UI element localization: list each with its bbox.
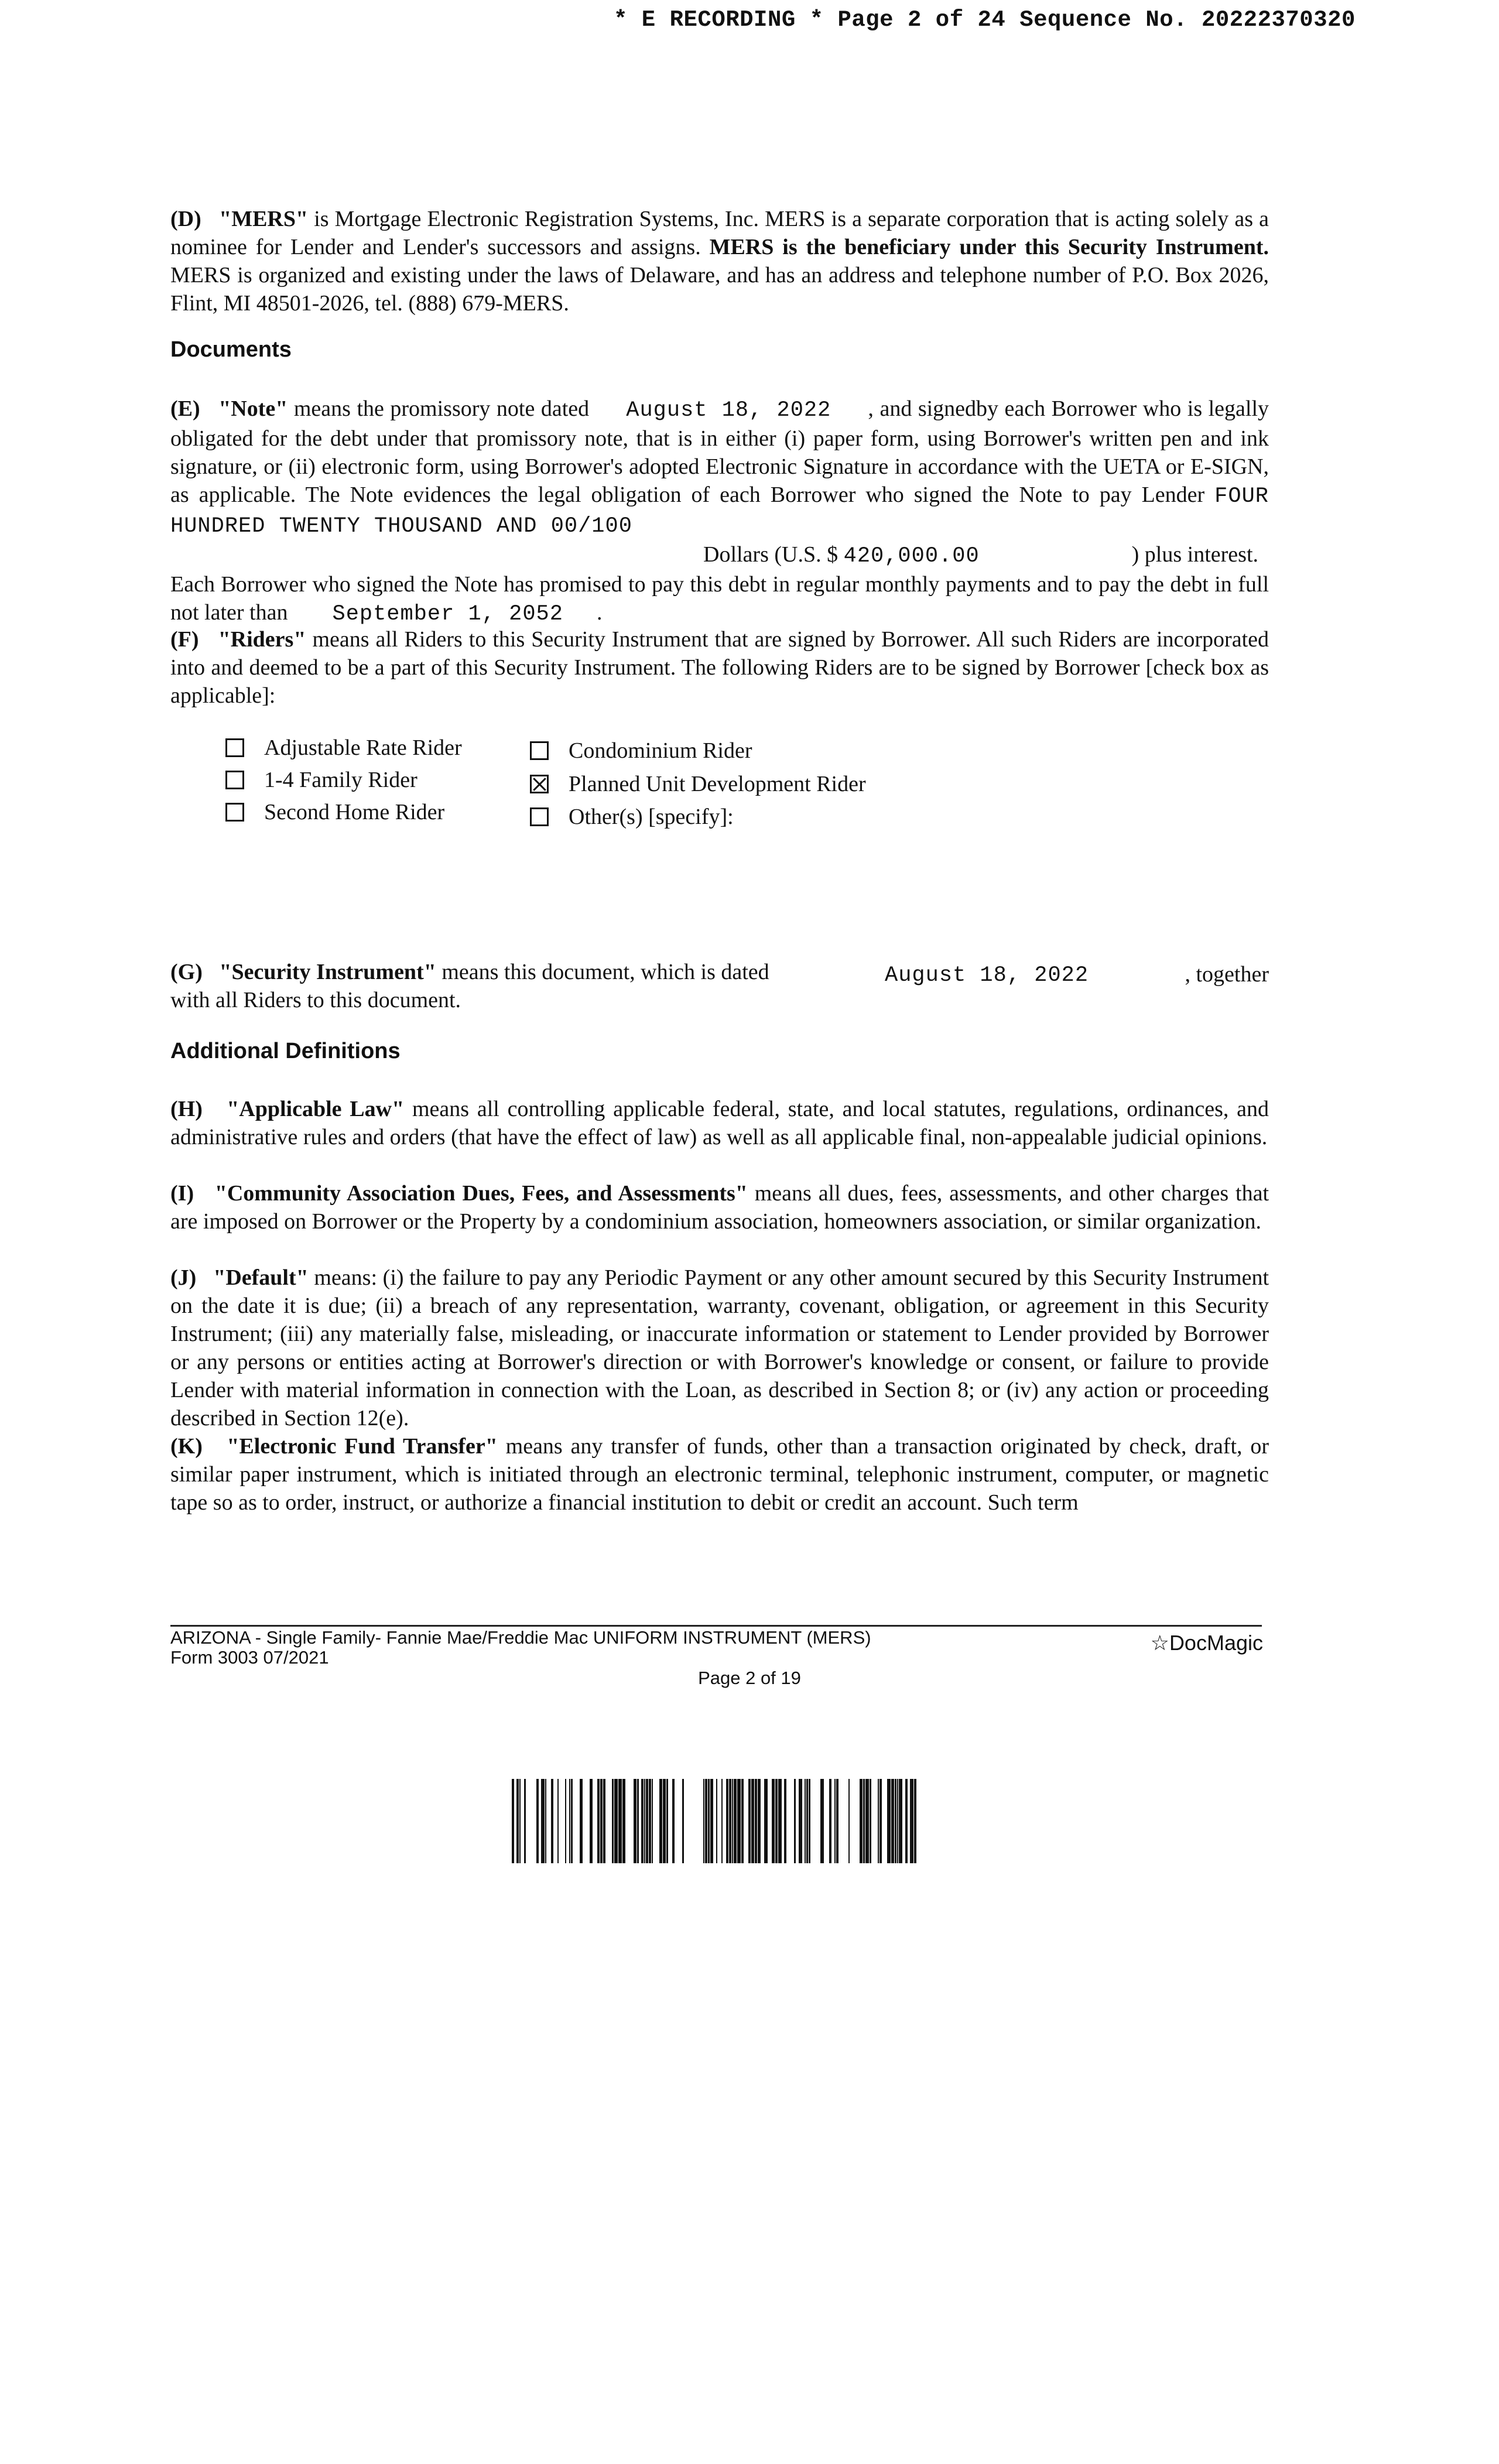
security-instrument-date: August 18, 2022 [885,963,1089,988]
star-icon: ☆ [1150,1631,1169,1655]
checkbox-unchecked-icon [530,741,549,760]
docmagic-brand: DocMagic [1169,1631,1263,1655]
rider-adjustable-rate [225,732,462,764]
definition-text: Each Borrower who signed the Note has promised to pay this debt in regular monthly payments and to pay the debt in full not later than [170,572,1269,625]
definition-f [170,625,1269,710]
definition-text: means all Riders to this Security Instrument that are signed by Borrower. All such Riders are incorporated into and deemed to be a part of this Security Instrument. The following Riders are to be signed by Borrower [check box as applicable]: [170,627,1269,708]
rider-label: Other(s) [specify]: [569,805,734,829]
section-mark: (I) [170,1181,194,1206]
heading-documents: Documents [170,337,292,362]
term-note: "Note" [218,396,288,421]
recording-header: * E RECORDING * Page 2 of 24 Sequence No. 20222370320 [614,7,1356,33]
loan-amount-number: 420,000.00 [843,544,980,569]
checkbox-unchecked-icon [225,738,244,757]
rider-label: Second Home Rider [264,800,445,824]
definition-text: . [591,600,603,625]
rider-label: Condominium Rider [569,738,752,763]
section-mark: (G) [170,960,203,984]
docmagic-logo [1151,1631,1263,1655]
heading-additional-definitions: Additional Definitions [170,1039,401,1063]
definition-text: means all dues, fees, assessments, and other charges that are imposed on Borrower or the Property by a condominium association, homeowners association, or similar organization. [170,1181,1269,1234]
definition-text: is Mortgage Electronic Registration Systems, Inc. MERS is a separate corporation that is acting solely as a nominee for Lender and Lender's successors and assigns. [170,207,1269,259]
definition-i [170,1179,1269,1236]
definition-h [170,1095,1269,1151]
checkbox-unchecked-icon [530,807,549,826]
rider-label: Adjustable Rate Rider [264,735,462,760]
rider-planned-unit-development [530,768,866,800]
term-community-association-dues: "Community Association Dues, Fees, and Assessments" [214,1181,748,1206]
definition-k [170,1432,1269,1517]
term-default: "Default" [213,1265,309,1290]
checkbox-unchecked-icon [225,771,244,789]
dollars-label: Dollars (U.S. $ [703,542,839,567]
definition-j [170,1264,1269,1432]
definition-text: , and signedby each Borrower who is legally obligated for the debt under that promissory note, that is in either (i) paper form, using Borrower's written pen and ink signature, or (ii) electronic form, using Borrower's adopted Electronic Signature in accordance with the UETA or E-SIGN, as applicable. The Note evidences the legal obligation of each Borrower who signed the Note to pay Lender [170,396,1269,507]
definition-text: MERS is organized and existing under the laws of Delaware, and has an address and telephone number of P.O. Box 2026, Flint, MI 48501-2026, tel. (888) 679-MERS. [170,263,1269,316]
section-mark: (F) [170,627,199,652]
rider-label: 1-4 Family Rider [264,768,417,792]
definition-text: means any transfer of funds, other than a transaction originated by check, draft, or similar paper instrument, which is initiated through an electronic terminal, telephonic instrument, computer, or magnetic tape so as to order, instruct, or authorize a financial institution to debit or credit an account. Such term [170,1434,1269,1515]
mers-beneficiary-statement: MERS is the beneficiary under this Security Instrument. [709,235,1269,259]
definition-text: , together [1185,962,1269,987]
section-mark: (D) [170,207,201,231]
definition-text: means all controlling applicable federal, state, and local statutes, regulations, ordinances, and administrative rules and orders (that have the effect of law) as well as all applicable final, non-appealable judicial opinions. [170,1097,1269,1149]
rider-second-home [225,796,444,829]
section-mark: (K) [170,1434,203,1459]
section-mark: (E) [170,396,200,421]
plus-interest: ) plus interest. [1131,542,1259,567]
section-mark: (H) [170,1097,203,1121]
footer-form-title: ARIZONA - Single Family- Fannie Mae/Freddie Mac UNIFORM INSTRUMENT (MERS) [170,1627,871,1648]
rider-label: Planned Unit Development Rider [569,772,866,796]
rider-other [530,801,734,833]
term-mers: "MERS" [219,207,309,231]
rider-1-4-family [225,764,417,796]
definition-g [170,958,1269,1014]
section-mark: (J) [170,1265,197,1290]
page-number: Page 2 of 19 [698,1668,801,1688]
maturity-date: September 1, 2052 [332,602,563,627]
definition-text: means this document, which is dated [436,960,769,984]
loan-amount-words: FOUR HUNDRED TWENTY THOUSAND AND 00/100 [170,484,1269,539]
term-riders: "Riders" [218,627,306,652]
checkbox-unchecked-icon [225,803,244,822]
footer-rule [170,1625,1262,1627]
term-security-instrument: "Security Instrument" [219,960,436,984]
note-date: August 18, 2022 [626,398,831,423]
definition-text: means the promissory note dated [288,396,596,421]
rider-condominium [530,735,752,767]
definition-d [170,205,1269,317]
definition-e [170,395,1269,628]
barcode-icon [512,1779,919,1863]
checkbox-checked-icon [530,775,549,793]
definition-text: means: (i) the failure to pay any Periodic Payment or any other amount secured by this Security Instrument on the date it is due; (ii) a breach of any representation, warranty, covenant, obligation, or agreement in this Security Instrument; (iii) any materially false, misleading, or inaccurate information or statement to Lender provided by Borrower or any persons or entities acting at Borrower's direction or with Borrower's knowledge or consent, or failure to provide Lender with material information in connection with the Loan, as described in Section 8; or (iv) any action or proceeding described in Section 12(e). [170,1265,1269,1431]
footer-form-number: Form 3003 07/2021 [170,1647,329,1668]
term-applicable-law: "Applicable Law" [227,1097,405,1121]
definition-text: with all Riders to this document. [170,988,461,1012]
term-electronic-fund-transfer: "Electronic Fund Transfer" [227,1434,498,1459]
footer-form-info [170,1628,871,1668]
